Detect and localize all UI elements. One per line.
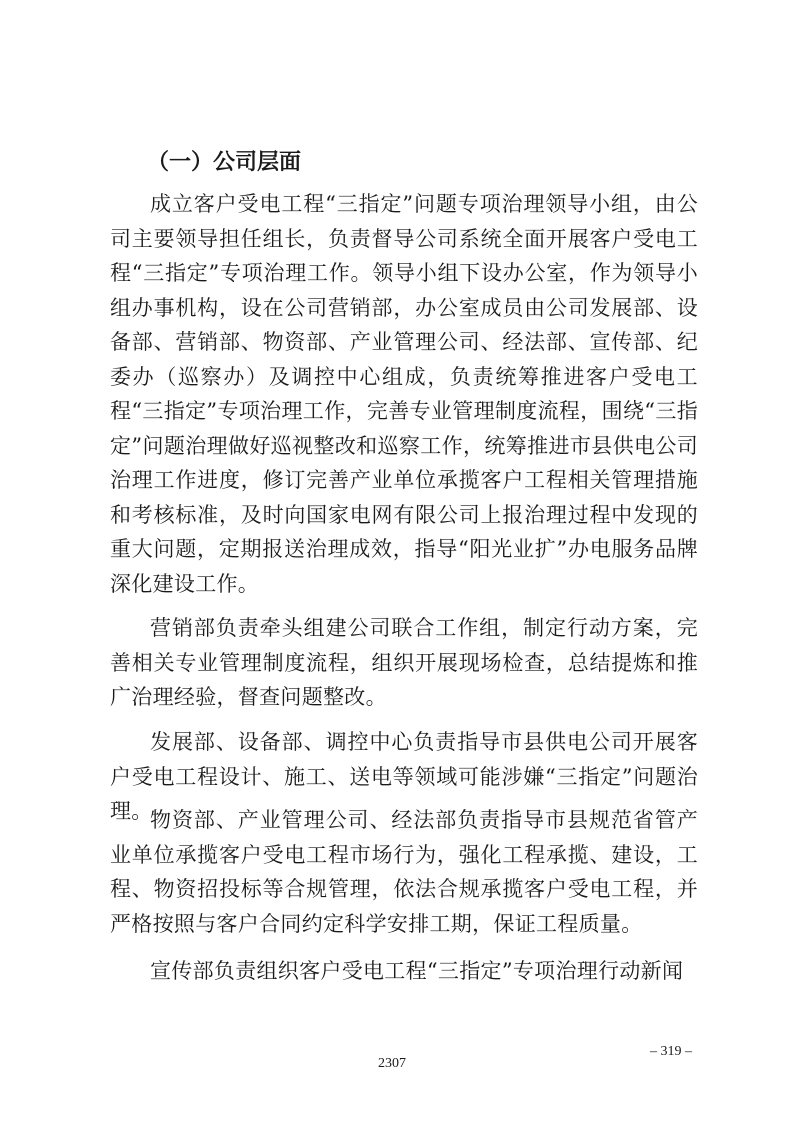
paragraph-leading-group: 成立客户受电工程“三指定”问题专项治理领导小组，由公司主要领导担任组长，负责督导公司系统全面开展客户受电工程“三指定”专项治理工作。领导小组下设办公室，作为领导小组办事机构，设在公司营销部，办公室成员由公司发展部、设备部、营销部、物资部、产业管理公司、经法部、宣传部、纪委办（巡察办）及调控中心组成，负责统筹推进客户受电工程“三指定”专项治理工作，完善专业管理制度流程，围绕“三指定”问题治理做好巡视整改和巡察工作，统筹推进市县供电公司治理工作进度，修订完善产业单位承揽客户工程相关管理措施和考核标准，及时向国家电网有限公司上报治理过程中发现的重大问题，定期报送治理成效，指导“阳光业扩”办电服务品牌深化建设工作。 xyxy=(110,192,698,596)
paragraph-materials-dept: 物资部、产业管理公司、经法部负责指导市县规范省管产业单位承揽客户受电工程市场行为，强化工程承揽、建设，工程、物资招投标等合规管理，依法合规承揽客户受电工程，并严格按照与客户合同约定科学安排工期，保证工程质量。 xyxy=(110,808,698,936)
paragraph-publicity-dept: 宣传部负责组织客户受电工程“三指定”专项治理行动新闻 xyxy=(150,959,684,983)
page-number: – 319 – xyxy=(650,1044,692,1059)
paragraph-development-dept: 发展部、设备部、调控中心负责指导市县供电公司开展客户受电工程设计、施工、送电等领域可能涉嫌“三指定”问题治理。 xyxy=(110,730,698,823)
section-heading: （一）公司层面 xyxy=(147,149,302,175)
document-number: 2307 xyxy=(378,1056,406,1071)
paragraph-marketing-dept: 营销部负责牵头组建公司联合工作组，制定行动方案，完善相关专业管理制度流程，组织开展现场检查，总结提炼和推广治理经验，督查问题整改。 xyxy=(110,616,698,709)
